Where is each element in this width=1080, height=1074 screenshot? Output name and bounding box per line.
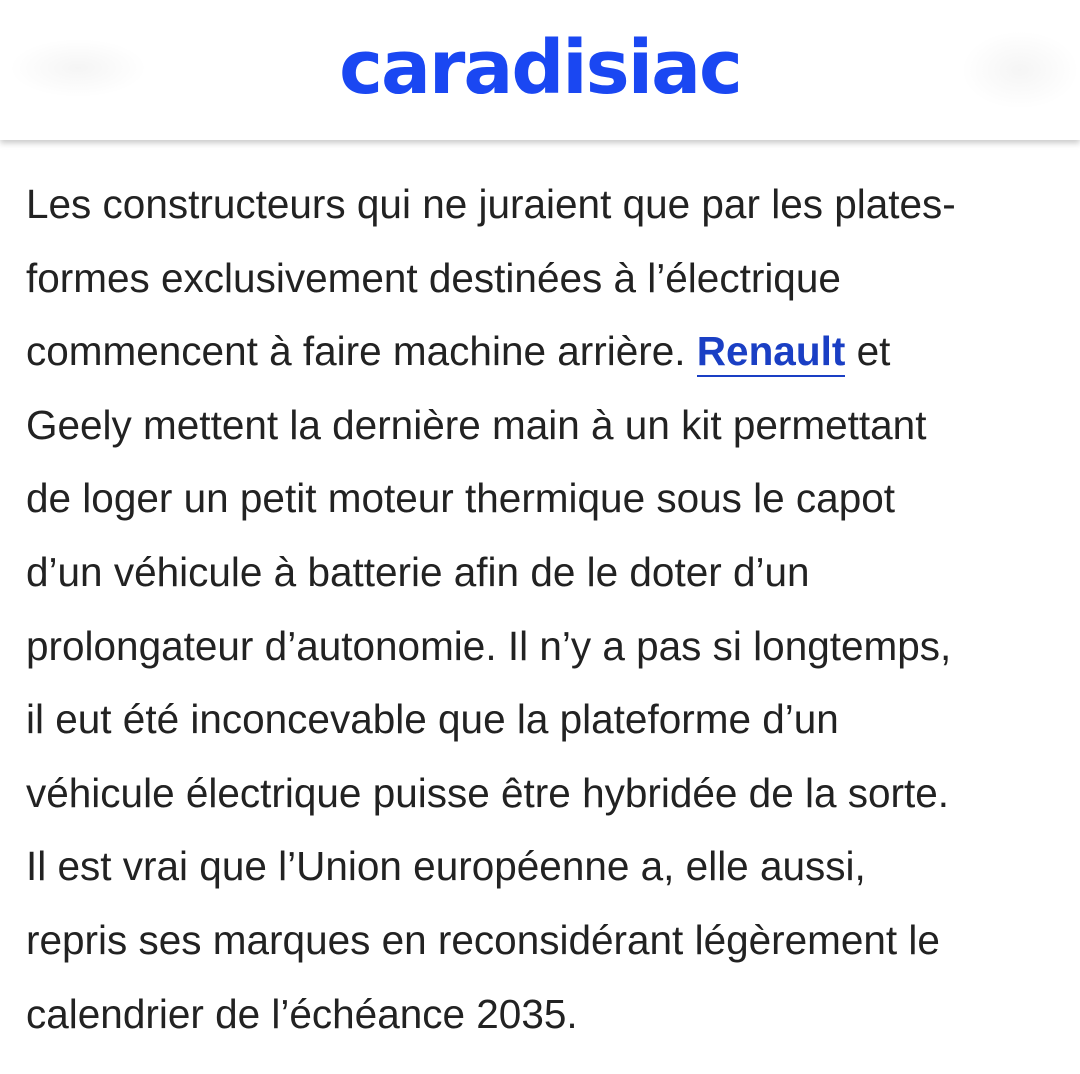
- paragraph-line: de loger un petit moteur thermique sous le capot: [26, 475, 896, 522]
- header-right-control: [960, 30, 1080, 110]
- paragraph-line: il eut été inconcevable que la plateforme d’un: [26, 696, 839, 743]
- site-header: [0, 0, 1080, 140]
- paragraph-text: commencent à faire machine arrière.: [26, 328, 686, 375]
- paragraph-line: repris ses marques en reconsidérant légèrement le: [26, 916, 940, 963]
- paragraph-line: calendrier de l’échéance 2035.: [26, 990, 578, 1037]
- paragraph-line: prolongateur d’autonomie. Il n’y a pas si longtemps,: [26, 622, 952, 669]
- paragraph-line: formes exclusivement destinées à l’électrique: [26, 254, 841, 301]
- paragraph-text: et: [845, 328, 891, 375]
- renault-link[interactable]: Renault: [697, 328, 846, 377]
- paragraph-line: Il est vrai que l’Union européenne a, elle aussi,: [26, 843, 866, 890]
- paragraph-line: Geely mettent la dernière main à un kit permettant: [26, 401, 927, 448]
- paragraph-line: Les constructeurs qui ne juraient que par les plates-: [26, 181, 956, 227]
- paragraph-line: [26, 315, 1066, 389]
- paragraph-line: d’un véhicule à batterie afin de le doter d’un: [26, 548, 810, 595]
- paragraph-line: véhicule électrique puisse être hybridée de la sorte.: [26, 769, 950, 816]
- article-body: [26, 168, 1066, 1051]
- site-logo[interactable]: caradisiac: [339, 25, 741, 111]
- article-paragraph: [26, 168, 1066, 1051]
